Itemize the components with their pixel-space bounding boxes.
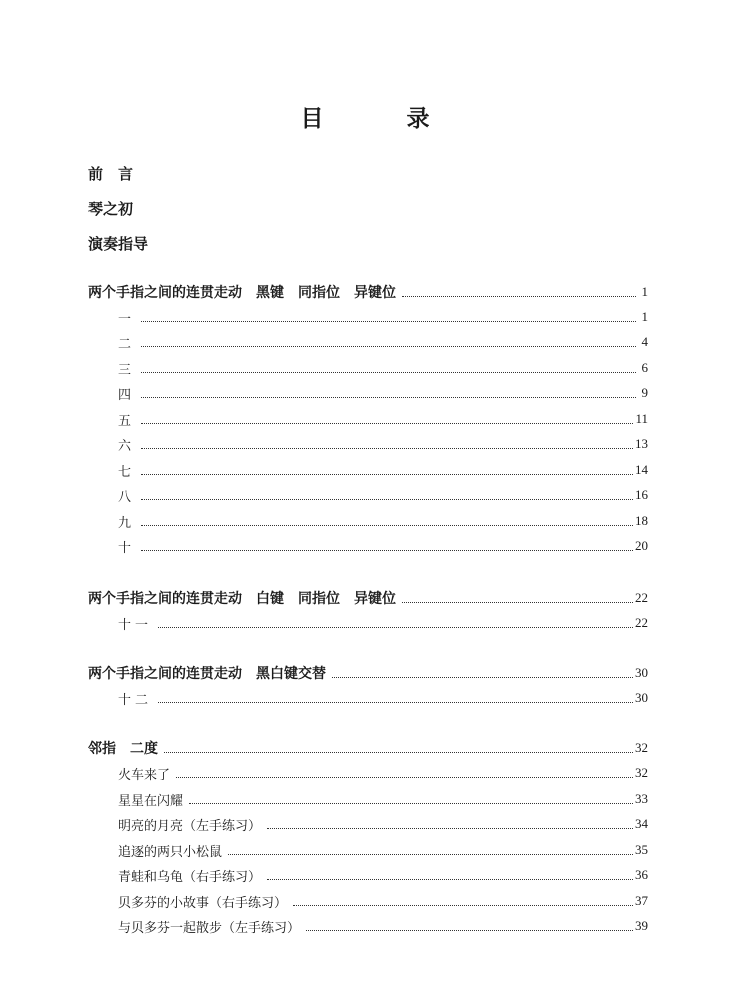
page-number: 9 xyxy=(641,385,648,400)
toc-entry xyxy=(118,510,648,532)
leader-dots xyxy=(176,777,633,778)
leader-dots xyxy=(293,905,633,906)
entry-label: 十二 xyxy=(118,692,153,708)
entry-label: 追逐的两只小松鼠 xyxy=(118,844,223,860)
entry-label: 十 xyxy=(118,540,136,556)
entry-label: 四 xyxy=(118,387,136,403)
toc-entry xyxy=(118,357,648,379)
page-number: 1 xyxy=(641,309,648,324)
leader-dots xyxy=(141,448,633,449)
page-number: 32 xyxy=(635,740,648,755)
toc-entry xyxy=(118,813,648,835)
leader-dots xyxy=(158,702,633,703)
leader-dots xyxy=(141,474,633,475)
page-number: 39 xyxy=(635,918,648,933)
toc-entry xyxy=(118,788,648,810)
toc-entry xyxy=(118,762,648,784)
toc-entry xyxy=(118,459,648,481)
toc-entry xyxy=(118,612,648,634)
page-number: 33 xyxy=(635,791,648,806)
leader-dots xyxy=(189,803,633,804)
page-title: 目 录 xyxy=(300,105,460,132)
entry-label: 火车来了 xyxy=(118,767,171,783)
page-number: 30 xyxy=(635,690,648,705)
toc-entry xyxy=(118,535,648,557)
toc-entry xyxy=(118,890,648,912)
toc-entry xyxy=(118,408,648,430)
page-number: 36 xyxy=(635,867,648,882)
leader-dots xyxy=(141,321,636,322)
toc-section xyxy=(88,281,648,303)
section-title: 两个手指之间的连贯走动 黑键 同指位 异键位 xyxy=(88,285,396,301)
entry-label: 二 xyxy=(118,336,136,352)
entry-label: 贝多芬的小故事（右手练习） xyxy=(118,895,288,911)
toc-entry xyxy=(118,915,648,937)
toc-section xyxy=(88,662,648,684)
section-title: 两个手指之间的连贯走动 黑白键交替 xyxy=(88,666,326,682)
section-title: 两个手指之间的连贯走动 白键 同指位 异键位 xyxy=(88,591,396,607)
leader-dots xyxy=(267,828,633,829)
toc-entry xyxy=(118,382,648,404)
page-number: 11 xyxy=(635,411,648,426)
page-number: 6 xyxy=(641,360,648,375)
page-number: 14 xyxy=(635,462,648,477)
entry-label: 九 xyxy=(118,515,136,531)
entry-label: 八 xyxy=(118,489,136,505)
page-number: 32 xyxy=(635,765,648,780)
page-number: 37 xyxy=(635,893,648,908)
leader-dots xyxy=(141,499,633,500)
front-item-intro: 琴之初 xyxy=(88,200,134,218)
leader-dots xyxy=(141,372,636,373)
entry-label: 三 xyxy=(118,362,136,378)
page-number: 22 xyxy=(635,615,648,630)
page-number: 34 xyxy=(635,816,648,831)
toc-section xyxy=(88,737,648,759)
leader-dots xyxy=(402,602,633,603)
leader-dots xyxy=(141,397,636,398)
entry-label: 五 xyxy=(118,413,136,429)
entry-label: 明亮的月亮（左手练习） xyxy=(118,818,262,834)
leader-dots xyxy=(228,854,633,855)
toc-entry xyxy=(118,484,648,506)
entry-label: 十一 xyxy=(118,617,153,633)
leader-dots xyxy=(158,627,633,628)
toc-entry xyxy=(118,839,648,861)
page-number: 1 xyxy=(641,284,648,299)
leader-dots xyxy=(402,296,636,297)
leader-dots xyxy=(267,879,633,880)
entry-label: 七 xyxy=(118,464,136,480)
toc-entry xyxy=(118,687,648,709)
leader-dots xyxy=(164,752,633,753)
entry-label: 星星在闪耀 xyxy=(118,793,184,809)
toc-entry xyxy=(118,331,648,353)
entry-label: 青蛙和乌龟（右手练习） xyxy=(118,869,262,885)
page-number: 4 xyxy=(641,334,648,349)
entry-label: 与贝多芬一起散步（左手练习） xyxy=(118,920,301,936)
leader-dots xyxy=(306,930,633,931)
toc-entry xyxy=(118,306,648,328)
page-number: 22 xyxy=(635,590,648,605)
entry-label: 六 xyxy=(118,438,136,454)
front-item-guide: 演奏指导 xyxy=(88,235,149,253)
leader-dots xyxy=(141,423,633,424)
page-number: 13 xyxy=(635,436,648,451)
page-number: 35 xyxy=(635,842,648,857)
leader-dots xyxy=(141,525,633,526)
leader-dots xyxy=(141,346,636,347)
page-number: 30 xyxy=(635,665,648,680)
leader-dots xyxy=(332,677,633,678)
leader-dots xyxy=(141,550,633,551)
toc-entry xyxy=(118,864,648,886)
front-item-preface: 前 言 xyxy=(88,165,134,183)
page-number: 16 xyxy=(635,487,648,502)
section-title: 邻指 二度 xyxy=(88,741,158,757)
page-number: 20 xyxy=(635,538,648,553)
page-number: 18 xyxy=(635,513,648,528)
toc-section xyxy=(88,587,648,609)
entry-label: 一 xyxy=(118,311,136,327)
toc-entry xyxy=(118,433,648,455)
